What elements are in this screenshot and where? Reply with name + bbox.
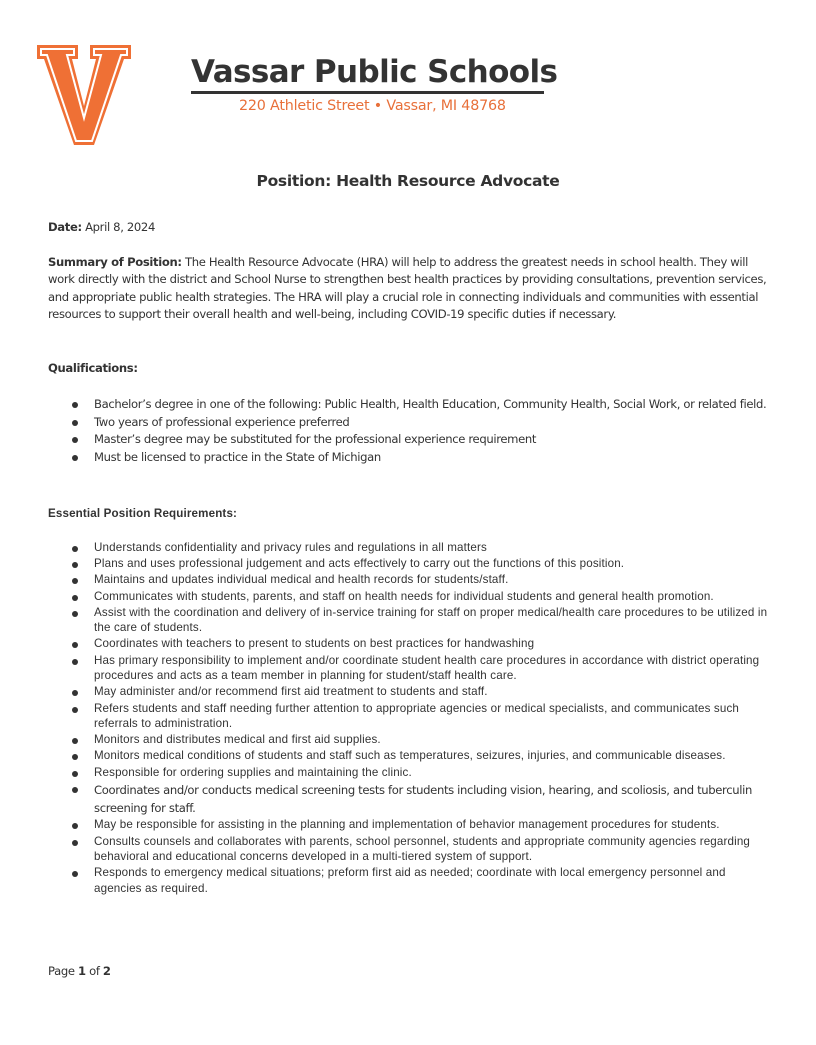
- list-item: May be responsible for assisting in the planning and implementation of behavior management procedures for students.: [48, 817, 773, 833]
- bullet-icon: [72, 659, 78, 665]
- summary-paragraph: [48, 254, 773, 323]
- bullet-icon: [72, 771, 78, 777]
- list-item: Coordinates with teachers to present to students on best practices for handwashing: [48, 636, 773, 652]
- list-item: Maintains and updates individual medical and health records for students/staff.: [48, 572, 773, 588]
- organization-address: 220 Athletic Street • Vassar, MI 48768: [239, 98, 506, 114]
- list-item: Master’s degree may be substituted for the professional experience requirement: [48, 431, 773, 448]
- list-item: Communicates with students, parents, and staff on health needs for individual students and general health promotion.: [48, 589, 773, 605]
- requirements-heading: Essential Position Requirements:: [48, 507, 238, 520]
- bullet-icon: [72, 787, 78, 793]
- bullet-icon: [72, 823, 78, 829]
- date-value: April 8, 2024: [81, 220, 155, 234]
- list-item: Must be licensed to practice in the State of Michigan: [48, 449, 773, 466]
- position-title: Position: Health Resource Advocate: [256, 172, 560, 190]
- bullet-icon: [72, 690, 78, 696]
- list-item: Understands confidentiality and privacy rules and regulations in all matters: [48, 540, 773, 556]
- list-item: May administer and/or recommend first aid treatment to students and staff.: [48, 684, 773, 700]
- date-label: Date:: [48, 220, 82, 234]
- title-underline: [191, 91, 544, 94]
- bullet-icon: [72, 840, 78, 846]
- list-item: Refers students and staff needing further attention to appropriate agencies or medical specialists, and communicates such referrals to administration.: [48, 701, 773, 732]
- qualifications-list: [48, 396, 773, 467]
- list-item: Monitors medical conditions of students and staff such as temperatures, seizures, injuries, and communicable diseases.: [48, 748, 773, 764]
- bullet-icon: [72, 871, 78, 877]
- list-item: Consults counsels and collaborates with parents, school personnel, students and appropriate community agencies regarding behavioral and educational concerns developed in a multi-tiered system of support.: [48, 834, 773, 865]
- bullet-icon: [72, 611, 78, 617]
- list-item: Responsible for ordering supplies and maintaining the clinic.: [48, 765, 773, 781]
- list-item: Two years of professional experience preferred: [48, 414, 773, 431]
- bullet-icon: [72, 595, 78, 601]
- list-item: Monitors and distributes medical and first aid supplies.: [48, 732, 773, 748]
- bullet-icon: [72, 642, 78, 648]
- qualifications-heading: Qualifications:: [48, 361, 138, 375]
- page-number: Page 1 of 2: [48, 964, 111, 978]
- list-item: Has primary responsibility to implement and/or coordinate student health care procedures in accordance with district operating procedures and acts as a team member in planning for student/staff health care.: [48, 653, 773, 684]
- bullet-icon: [72, 707, 78, 713]
- bullet-icon: [72, 754, 78, 760]
- bullet-icon: [72, 402, 78, 408]
- bullet-icon: [72, 546, 78, 552]
- list-item: Coordinates and/or conducts medical screening tests for students including vision, hearing, and scoliosis, and tuberculin screening for staff.: [48, 781, 773, 817]
- varsity-v-logo-icon: [36, 44, 132, 146]
- list-item: Assist with the coordination and delivery of in-service training for staff on proper medical/health care procedures to be utilized in the care of students.: [48, 605, 773, 636]
- list-item: Plans and uses professional judgement and acts effectively to carry out the functions of this position.: [48, 556, 773, 572]
- bullet-icon: [72, 437, 78, 443]
- organization-name: Vassar Public Schools: [191, 54, 558, 90]
- list-item: Responds to emergency medical situations; preform first aid as needed; coordinate with local emergency personnel and agencies as required.: [48, 865, 773, 896]
- bullet-icon: [72, 455, 78, 461]
- bullet-icon: [72, 420, 78, 426]
- summary-label: Summary of Position:: [48, 255, 182, 269]
- requirements-list: [48, 540, 773, 897]
- list-item: Bachelor’s degree in one of the following: Public Health, Health Education, Community Health, Social Work, or related field.: [48, 396, 773, 413]
- bullet-icon: [72, 738, 78, 744]
- summary-text: The Health Resource Advocate (HRA) will help to address the greatest needs in school health. They will work directly with the district and School Nurse to strengthen best health practices by providing consultations, prevention services, and appropriate public health strategies. The HRA will play a crucial role in connecting individuals and communities with essential resources to support their overall health and well-being, including COVID-19 specific duties if necessary.: [48, 255, 767, 321]
- bullet-icon: [72, 578, 78, 584]
- bullet-icon: [72, 562, 78, 568]
- date-line: [48, 219, 155, 236]
